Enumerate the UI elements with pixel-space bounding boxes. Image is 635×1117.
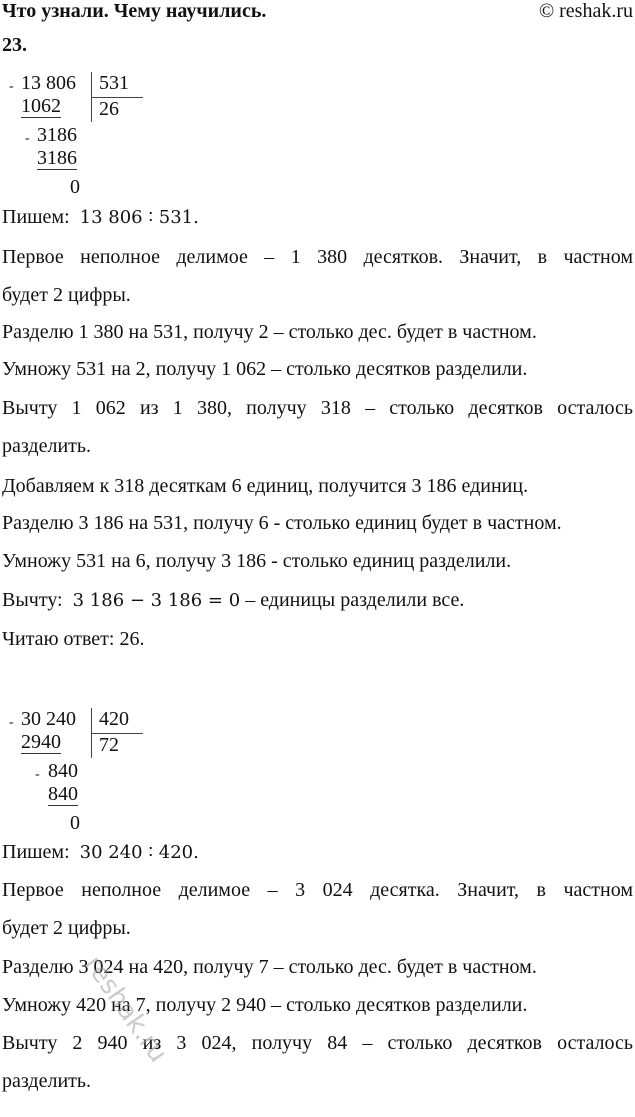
step-text: Умножу 420 на 7, получу 2 940 – столько десятков разделили. bbox=[2, 994, 528, 1016]
subtrahend-2: 3186 bbox=[37, 147, 77, 169]
step-text: будет 2 цифры. bbox=[2, 284, 131, 306]
subtract-expr: 3 186 − 3 186 = 0 bbox=[72, 590, 241, 611]
write-expression-2 bbox=[2, 840, 633, 865]
step-text: Разделю 1 380 на 531, получу 2 – столько дес. будет в частном. bbox=[2, 321, 537, 343]
divisor: 531 bbox=[99, 72, 129, 94]
step-text: Разделю 3 186 на 531, получу 6 - столько единиц будет в частном. bbox=[2, 512, 562, 534]
write-label: Пишем: bbox=[2, 841, 70, 863]
long-division-1 bbox=[0, 70, 160, 200]
final-remainder: 0 bbox=[70, 812, 80, 834]
dividend: 13 806 bbox=[21, 72, 76, 94]
minus-sign: - bbox=[25, 131, 30, 146]
step-text: разделить. bbox=[2, 435, 92, 457]
long-division-2 bbox=[0, 706, 160, 836]
subtrahend-2: 840 bbox=[48, 783, 78, 805]
minus-sign: - bbox=[9, 715, 14, 730]
step-text: Первое неполное делимое – 1 380 десятков. Значит, в частном bbox=[2, 246, 633, 268]
quotient: 72 bbox=[99, 734, 119, 756]
answer-text: Читаю ответ: 26. bbox=[2, 628, 145, 650]
write-expression-1 bbox=[2, 205, 633, 230]
step-text: Первое неполное делимое – 3 024 десятка. Значит, в частном bbox=[2, 879, 633, 901]
step-text: Добавляем к 318 десяткам 6 единиц, получится 3 186 единиц. bbox=[2, 475, 529, 497]
write-label: Пишем: bbox=[2, 206, 70, 228]
minus-sign: - bbox=[35, 767, 40, 782]
step-text bbox=[2, 588, 633, 613]
subtrahend-1: 2940 bbox=[21, 731, 61, 753]
subtract-rest: – единицы разделили все. bbox=[240, 589, 465, 611]
remainder-1: 840 bbox=[48, 760, 78, 782]
step-text: Умножу 531 на 2, получу 1 062 – столько десятков разделили. bbox=[2, 358, 528, 380]
remainder-1: 3186 bbox=[37, 124, 77, 146]
write-expr: 13 806 ∶ 531. bbox=[79, 207, 199, 228]
write-expr: 30 240 ∶ 420. bbox=[79, 842, 199, 863]
subtract-label: Вычту: bbox=[2, 589, 63, 611]
step-text: разделить. bbox=[2, 1070, 92, 1092]
watermark-logo: reshak.ru bbox=[78, 950, 173, 1068]
step-text: Умножу 531 на 6, получу 3 186 - столько единиц разделили. bbox=[2, 550, 512, 572]
divisor: 420 bbox=[99, 708, 129, 730]
task-number: 23. bbox=[2, 34, 27, 56]
dividend: 30 240 bbox=[21, 708, 76, 730]
step-text: Вычту 1 062 из 1 380, получу 318 – столько десятков осталось bbox=[2, 397, 633, 419]
quotient: 26 bbox=[99, 98, 119, 120]
final-remainder: 0 bbox=[70, 176, 80, 198]
minus-sign: - bbox=[9, 79, 14, 94]
subtrahend-1: 1062 bbox=[21, 95, 61, 117]
step-text: будет 2 цифры. bbox=[2, 917, 131, 939]
step-text: Разделю 3 024 на 420, получу 7 – столько дес. будет в частном. bbox=[2, 956, 537, 978]
copyright-label: © reshak.ru bbox=[538, 0, 633, 22]
step-text: Вычту 2 940 из 3 024, получу 84 – столько десятков осталось bbox=[2, 1032, 633, 1054]
page-header-title: Что узнали. Чему научились. bbox=[2, 0, 267, 22]
